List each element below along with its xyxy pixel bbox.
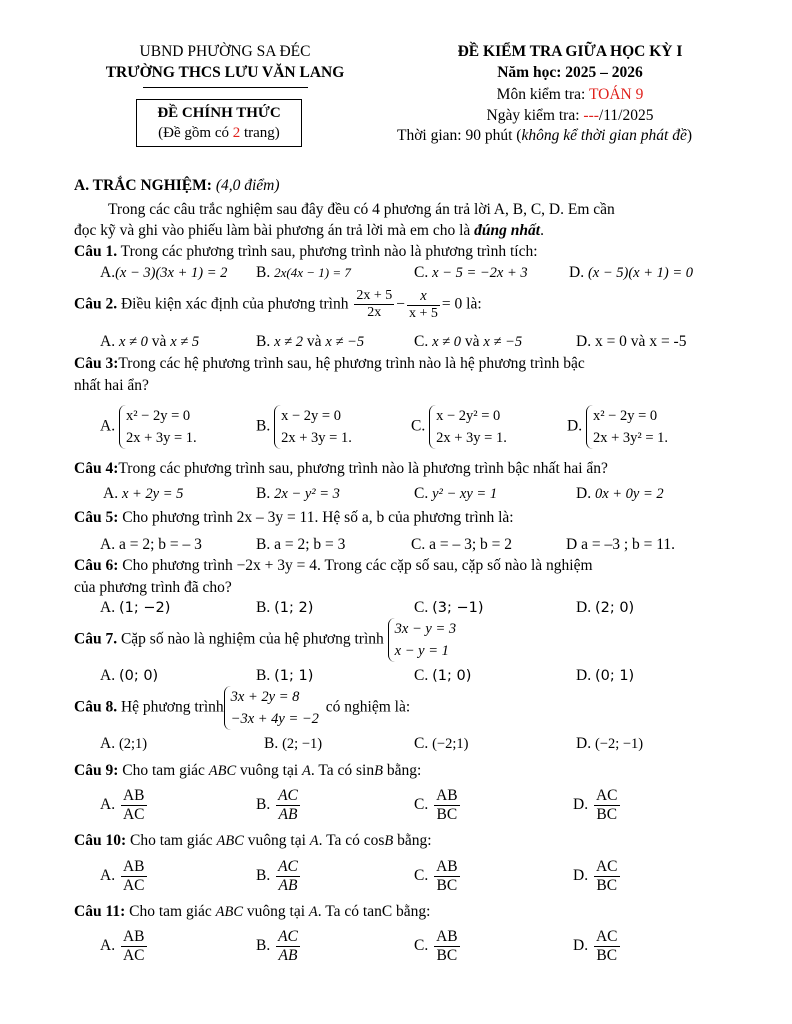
q9-option-b: B. $\frac{AC}{AB}$: [256, 787, 298, 823]
question-5: Câu 5: Cho phương trình 2x – 3y = 11. Hệ số a, b của phương trình là:: [74, 509, 514, 526]
q7-option-b: B. (1; 1): [256, 667, 314, 684]
q8-option-a: A. (2;1): [100, 735, 148, 752]
question-4: Câu 4:Trong các phương trình sau, phương trình nào là phương trình bậc nhất hai ẩn?: [74, 460, 608, 477]
school-name: TRƯỜNG THCS LƯU VĂN LANG: [105, 64, 345, 81]
q2-option-a: A. x ≠ 0 và x ≠ 5: [100, 333, 200, 350]
q9-option-c: C. $\frac{AB}{BC}$: [414, 787, 458, 823]
school-year: Năm học: 2025 – 2026: [497, 64, 643, 81]
q1-option-d: D. (x − 5)(x + 1) = 0: [569, 264, 693, 281]
q6-option-c: C. (3; −1): [414, 599, 484, 616]
q10-option-b: B. $\frac{AC}{AB}$: [256, 858, 298, 894]
question-8: Câu 8. Hệ phương trình 3x + 2y = 8 −3x + 4y = −2 có nghiệm là:: [74, 686, 410, 730]
q6-option-a: A. (1; −2): [100, 599, 171, 616]
question-6-cont: của phương trình đã cho?: [74, 579, 232, 596]
q3-option-d: D. x² − 2y = 0 2x + 3y² = 1.: [567, 405, 671, 449]
q2-option-c: C. x ≠ 0 và x ≠ −5: [414, 333, 523, 350]
q1-option-c: C. x − 5 = −2x + 3: [414, 264, 528, 281]
section-title: A. TRẮC NGHIỆM: (4,0 điểm): [74, 177, 280, 194]
exam-date: Ngày kiểm tra: ---/11/2025: [486, 107, 654, 124]
q8-option-b: B. (2; −1): [264, 735, 323, 752]
q6-option-d: D. (2; 0): [576, 599, 635, 616]
q11-option-b: B. $\frac{AC}{AB}$: [256, 928, 298, 964]
q7-option-d: D. (0; 1): [576, 667, 635, 684]
page-count-note: (Đề gồm có 2 trang): [158, 125, 280, 141]
q4-option-d: D. 0x + 0y = 2: [576, 485, 664, 502]
q8-option-d: D. (−2; −1): [576, 735, 644, 752]
question-11: Câu 11: Cho tam giác ABC vuông tại A. Ta có tanC bằng:: [74, 903, 431, 920]
q1-option-a: A.(x − 3)(3x + 1) = 2: [100, 264, 228, 281]
q8-option-c: C. (−2;1): [414, 735, 469, 752]
instruction-line-1: Trong các câu trắc nghiệm sau đây đều có 4 phương án trả lời A, B, C, D. Em cần: [108, 201, 615, 218]
question-2: Câu 2. Điều kiện xác định của phương trình $\frac{2x + 5}{2x}$ − $\frac{x}{x + 5}$ = 0 là:: [74, 288, 482, 321]
question-7: Câu 7. Cặp số nào là nghiệm của hệ phương trình 3x − y = 3 x − y = 1: [74, 618, 459, 662]
subject: Môn kiểm tra: TOÁN 9: [496, 86, 644, 103]
q1-option-b: B. 2x(4x − 1) = 7: [256, 264, 351, 281]
q10-option-a: A. $\frac{AB}{AC}$: [100, 858, 145, 894]
q5-option-c: C. a = – 3; b = 2: [411, 536, 513, 553]
q2-option-b: B. x ≠ 2 và x ≠ −5: [256, 333, 365, 350]
q2-option-d: D. x = 0 và x = -5: [576, 333, 687, 350]
exam-title: ĐỀ KIỂM TRA GIỮA HỌC KỲ I: [457, 43, 683, 60]
q4-option-a: A. x + 2y = 5: [103, 485, 184, 502]
question-3: Câu 3:Trong các hệ phương trình sau, hệ phương trình nào là hệ phương trình bậc: [74, 355, 585, 372]
q3-option-a: A. x² − 2y = 0 2x + 3y = 1.: [100, 405, 200, 449]
department-name: UBND PHƯỜNG SA ĐÉC: [139, 43, 311, 60]
q11-option-d: D. $\frac{AC}{BC}$: [573, 928, 618, 964]
q7-option-c: C. (1; 0): [414, 667, 472, 684]
q5-option-a: A. a = 2; b = – 3: [100, 536, 202, 553]
q3-option-c: C. x − 2y² = 0 2x + 3y = 1.: [411, 405, 510, 449]
official-label: ĐỀ CHÍNH THỨC: [157, 105, 281, 121]
question-3-cont: nhất hai ẩn?: [74, 377, 149, 394]
q9-option-d: D. $\frac{AC}{BC}$: [573, 787, 618, 823]
header-underline: [143, 87, 308, 88]
q4-option-c: C. y² − xy = 1: [414, 485, 498, 502]
q5-option-b: B. a = 2; b = 3: [256, 536, 346, 553]
q7-option-a: A. (0; 0): [100, 667, 159, 684]
q10-option-c: C. $\frac{AB}{BC}$: [414, 858, 458, 894]
official-exam-box: [136, 99, 302, 147]
question-6: Câu 6: Cho phương trình −2x + 3y = 4. Trong các cặp số sau, cặp số nào là nghiệm: [74, 557, 593, 574]
question-9: Câu 9: Cho tam giác ABC vuông tại A. Ta có sinB bằng:: [74, 762, 422, 779]
q11-option-a: A. $\frac{AB}{AC}$: [100, 928, 145, 964]
question-10: Câu 10: Cho tam giác ABC vuông tại A. Ta có cosB bằng:: [74, 832, 432, 849]
q3-option-b: B. x − 2y = 0 2x + 3y = 1.: [256, 405, 355, 449]
exam-duration: Thời gian: 90 phút (không kể thời gian phát đề): [397, 127, 693, 144]
q9-option-a: A. $\frac{AB}{AC}$: [100, 787, 145, 823]
q11-option-c: C. $\frac{AB}{BC}$: [414, 928, 458, 964]
q5-option-d: D a = –3 ; b = 11.: [566, 536, 676, 553]
instruction-line-2: đọc kỹ và ghi vào phiếu làm bài phương án trả lời mà em cho là đúng nhất.: [74, 222, 544, 239]
q10-option-d: D. $\frac{AC}{BC}$: [573, 858, 618, 894]
question-1: Câu 1. Trong các phương trình sau, phương trình nào là phương trình tích:: [74, 243, 538, 260]
q4-option-b: B. 2x − y² = 3: [256, 485, 340, 502]
q6-option-b: B. (1; 2): [256, 599, 314, 616]
